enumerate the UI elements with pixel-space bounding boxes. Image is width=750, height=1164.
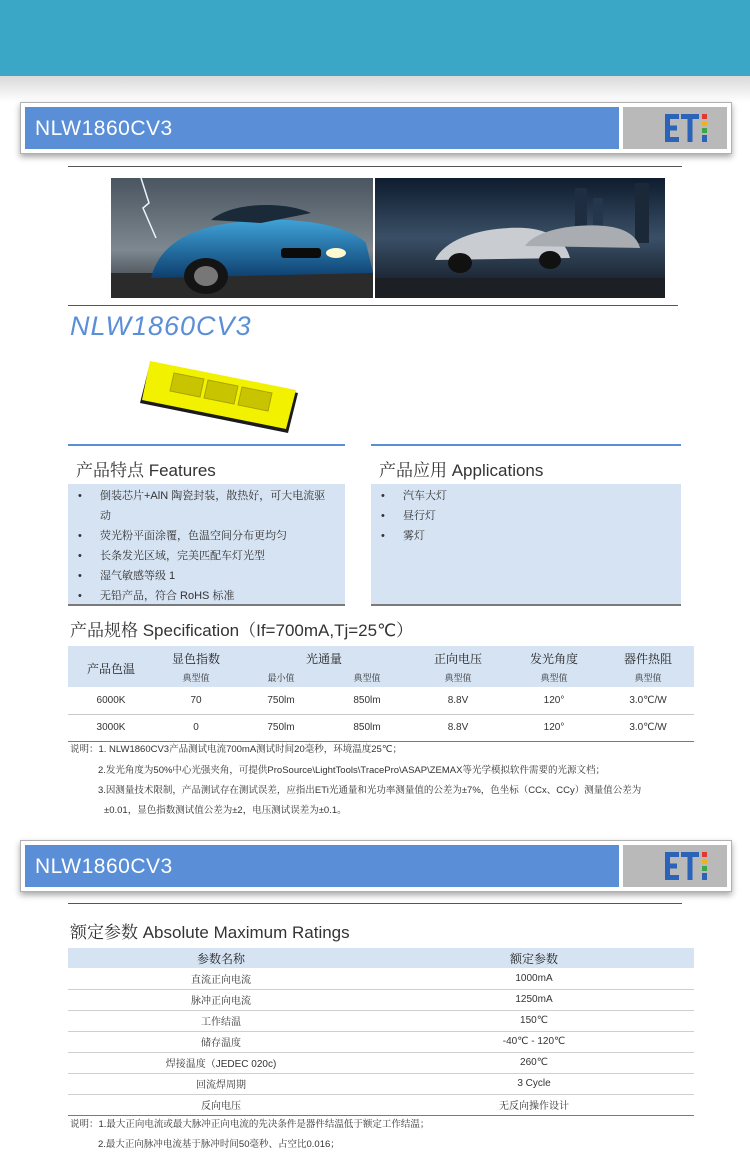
list-item: • 湿气敏感等级 1 [68,566,345,586]
spec-table [68,646,694,742]
table-cell: 储存温度 [68,1031,374,1052]
table-cell: 3.0℃/W [602,687,694,714]
divider [68,166,682,167]
sub-header: 最小值 [238,667,324,687]
applications-box [371,484,681,604]
table-cell: 850lm [324,687,410,714]
table-cell: 反向电压 [68,1094,374,1115]
sub-header: 典型值 [602,667,694,687]
ratings-note: 说明：1.最大正向电流或最大脉冲正向电流的先决条件是器件结温低于额定工作结温； [70,1119,430,1130]
table-cell: 8.8V [410,714,506,741]
table-row [68,1094,694,1115]
spec-note: 说明：1. NLW1860CV3产品测试电流700mA测试时间20毫秒，环境温度25℃； [70,744,402,755]
table-cell: 150℃ [374,1010,694,1031]
table-cell: 260℃ [374,1052,694,1073]
product-banner [20,102,732,154]
product-banner [20,840,732,892]
table-cell: 无反向操作设计 [374,1094,694,1115]
col-header-flux: 光通量 [238,646,410,667]
table-cell: 3000K [68,714,154,741]
table-cell: 脉冲正向电流 [68,989,374,1010]
table-cell: 70 [154,687,238,714]
table-cell: 850lm [324,714,410,741]
table-cell: -40℃ - 120℃ [374,1031,694,1052]
banner-title: NLW1860CV3 [35,117,173,140]
col-header-thermal: 器件热阻 [602,646,694,667]
list-item: • 昼行灯 [371,506,681,526]
list-item: 动 [100,510,111,522]
applications-heading: 产品应用 Applications [379,461,544,480]
model-title: NLW1860CV3 [70,311,252,341]
col-header-value: 额定参数 [374,948,694,968]
table-cell: 3 Cycle [374,1073,694,1094]
list-item: • 倒装芯片+AlN 陶瓷封装，散热好，可大电流驱 [68,486,345,506]
table-cell: 0 [154,714,238,741]
table-row [68,1010,694,1031]
table-cell: 3.0℃/W [602,714,694,741]
table-cell: 120° [506,714,602,741]
divider [68,903,682,904]
col-header-param: 参数名称 [68,948,374,968]
divider [68,305,678,306]
eti-logo [663,112,709,144]
table-cell: 1000mA [374,968,694,989]
table-cell: 1250mA [374,989,694,1010]
table-cell: 120° [506,687,602,714]
table-row [68,1052,694,1073]
banner-title-box [25,107,619,149]
table-row [68,1073,694,1094]
spec-note: ±0.01，显色指数测试值公差为±2，电压测试误差为±0.1。 [104,805,347,816]
table-row [68,1031,694,1052]
eti-logo [663,850,709,882]
car-photo-right [375,178,665,298]
banner-title-box [25,845,619,887]
led-chip-image [140,355,300,440]
list-item: • 长条发光区域，完美匹配车灯光型 [68,546,345,566]
spec-note: 3.因测量技术限制，产品测试存在测试误差，应指出ETi光通量和光功率测量值的公差为±7%，色坐标（CCx、CCy）测量值公差为 [98,785,642,796]
list-item: • 雾灯 [371,526,681,546]
table-cell: 8.8V [410,687,506,714]
table-cell: 750lm [238,687,324,714]
top-bar-shadow [0,76,750,102]
col-header-cri: 显色指数 [154,646,238,667]
col-header-color-temp: 产品色温 [68,646,154,687]
table-cell: 6000K [68,687,154,714]
sub-header: 典型值 [410,667,506,687]
table-row [68,714,694,741]
sub-header: 典型值 [324,667,410,687]
list-item: • 荧光粉平面涂覆，色温空间分布更均匀 [68,526,345,546]
table-row [68,968,694,989]
applications-top-line [371,444,681,446]
features-heading: 产品特点 Features [76,461,216,480]
col-header-angle: 发光角度 [506,646,602,667]
features-top-line [68,444,345,446]
sub-header: 典型值 [154,667,238,687]
features-list [68,484,345,606]
ratings-note: 2.最大正向脉冲电流基于脉冲时间50毫秒、占空比0.016； [98,1139,340,1150]
ratings-heading: 额定参数 Absolute Maximum Ratings [70,923,350,942]
logo-box [623,845,727,887]
ratings-table [68,948,694,1116]
table-cell: 750lm [238,714,324,741]
applications-list [371,484,681,546]
table-row [68,687,694,714]
table-cell: 回流焊周期 [68,1073,374,1094]
list-item: • 汽车大灯 [371,486,681,506]
table-cell: 直流正向电流 [68,968,374,989]
applications-bottom-line [371,604,681,606]
logo-box [623,107,727,149]
features-box [68,484,345,604]
sub-header: 典型值 [506,667,602,687]
list-item: • 无铅产品，符合 RoHS 标准 [68,586,345,606]
car-photo-left [111,178,373,298]
col-header-vf: 正向电压 [410,646,506,667]
spec-heading: 产品规格 Specification（If=700mA,Tj=25℃） [70,621,414,640]
table-cell: 工作结温 [68,1010,374,1031]
features-bottom-line [68,604,345,606]
banner-title: NLW1860CV3 [35,855,173,878]
top-bar [0,0,750,76]
table-cell: 焊接温度（JEDEC 020c) [68,1052,374,1073]
table-row [68,989,694,1010]
spec-note: 2.发光角度为50%中心光强夹角，可提供ProSource\LightTools\TracePro\ASAP\ZEMAX等光学模拟软件需要的光源文档； [98,765,605,776]
